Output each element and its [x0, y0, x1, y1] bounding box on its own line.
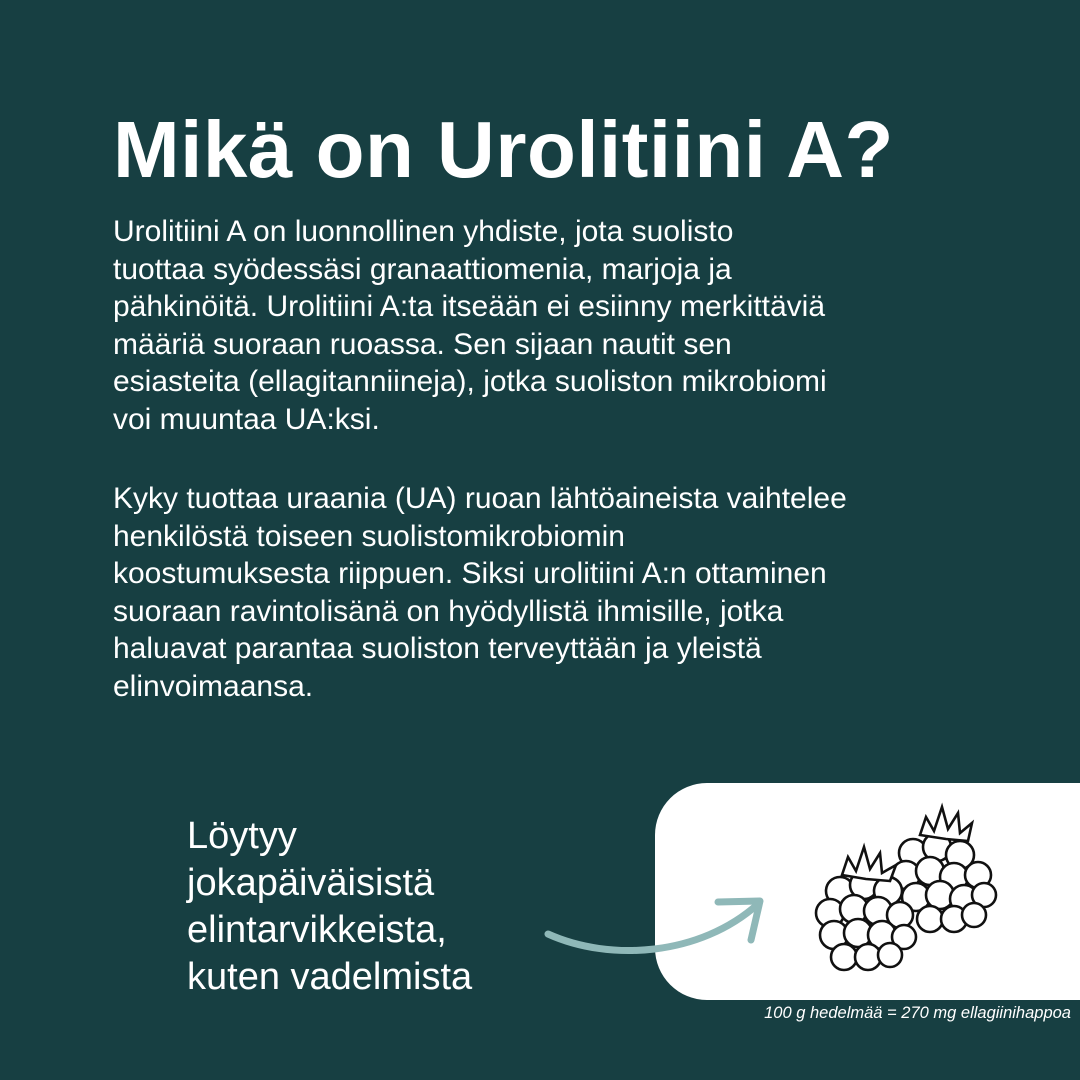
- callout-text: Löytyy jokapäiväisistä elintarvikkeista, kuten vadelmista: [187, 815, 473, 998]
- page-title: Mikä on Urolitiini A?: [113, 105, 894, 194]
- raspberry-icon: [808, 795, 1008, 985]
- detail-paragraph: Kyky tuottaa uraania (UA) ruoan lähtöaineista vaihtelee henkilöstä toiseen suolistomikrobiomin koostumuksesta riippuen. Siksi urolitiini A:n ottaminen suoraan ravintolisänä on hyödyllistä ihmisille, jotka haluavat parantaa suoliston terveyttään ja yleistä elinvoimaansa.: [113, 482, 847, 703]
- nutrition-caption: 100 g hedelmää = 270 mg ellagiinihappoa: [764, 1004, 1071, 1022]
- curved-arrow-icon: [540, 890, 770, 970]
- intro-paragraph: Urolitiini A on luonnollinen yhdiste, jota suolisto tuottaa syödessäsi granaattiomenia, marjoja ja pähkinöitä. Urolitiini A:ta itseään ei esiinny merkittäviä määriä suoraan ruoassa. Sen sijaan nautit sen esiasteita (ellagitanniineja), jotka suoliston mikrobiomi voi muuntaa UA:ksi.: [113, 215, 827, 436]
